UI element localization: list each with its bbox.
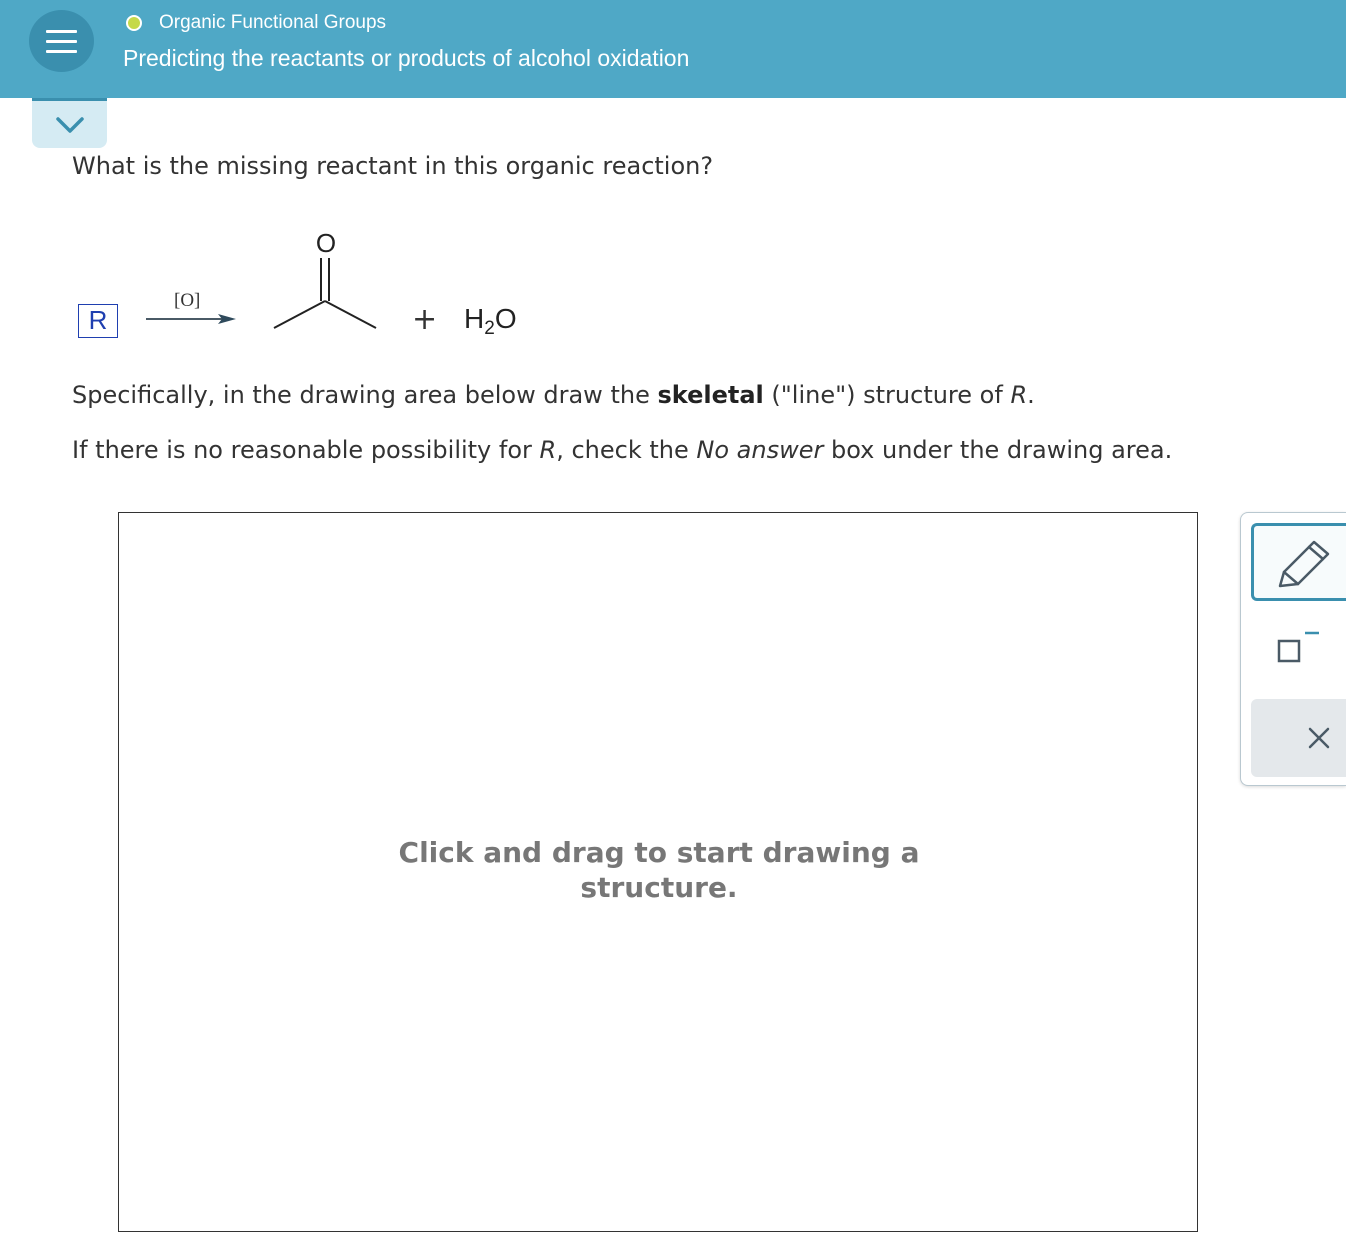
drawing-canvas[interactable] [118,512,1198,1232]
water-formula [464,303,517,340]
instruction-line-1 [72,381,1035,409]
instr-emphasis: No answer [696,436,824,464]
collapse-toggle-button[interactable] [32,98,107,148]
charge-tool-button[interactable] [1277,629,1321,667]
hamburger-line [46,50,77,53]
topic-label: Organic Functional Groups [159,12,387,33]
menu-button[interactable] [29,10,94,72]
instr-var: R [539,436,557,464]
instr-text: If there is no reasonable possibility for [72,436,540,464]
charge-box-icon [1277,629,1321,667]
top-bar [0,0,1346,98]
hint-line: Click and drag to start drawing a [398,836,920,869]
carbonyl-oxygen-label: O [315,228,337,258]
instr-text: ("line") structure of [763,381,1011,409]
water-h: H [464,303,485,334]
instr-text: . [1027,381,1035,409]
instr-var: R [1010,381,1028,409]
water-subscript: 2 [484,318,495,339]
status-dot [126,15,142,31]
instr-text: Specifically, in the drawing area below draw the [72,381,658,409]
close-icon [1307,726,1331,750]
reagent-label: [O] [174,290,201,311]
page-title: Predicting the reactants or products of alcohol oxidation [123,45,690,71]
instr-bold: skeletal [657,381,764,409]
hamburger-menu-icon [46,30,77,33]
pencil-icon [1276,538,1332,590]
drawing-hint [119,835,1199,905]
reactant-r-box: R [78,304,118,338]
instruction-line-2 [72,436,1172,464]
question-text: What is the missing reactant in this organic reaction? [72,152,714,180]
clear-tool-button[interactable] [1251,699,1346,777]
reaction-arrow [144,312,238,326]
pencil-tool-button[interactable] [1251,523,1346,601]
chevron-down-icon [55,116,85,134]
instr-text: box under the drawing area. [823,436,1173,464]
drawing-toolbar [1240,512,1346,786]
instr-text: , check the [556,436,697,464]
plus-sign: + [412,302,438,337]
water-o: O [494,303,517,334]
hint-line: structure. [580,871,738,904]
reaction-scheme [0,220,560,350]
acetone-structure [268,228,388,334]
hamburger-line [46,40,77,43]
